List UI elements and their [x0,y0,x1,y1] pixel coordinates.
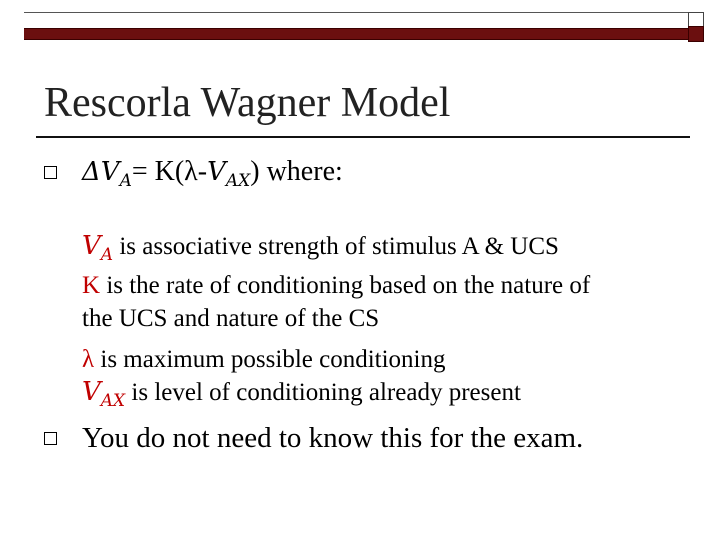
symbol-va: $V_A$ [82,231,114,265]
equation-lhs: $\Delta V_A$ [82,157,132,191]
definition-vax: $V_{AX}$ is level of conditioning already present [82,377,521,411]
definition-k-continued: the UCS and nature of the CS [82,305,380,332]
definition-va: $V_A$ is associative strength of stimulus A & UCS [82,231,559,265]
definition-k: K is the rate of conditioning based on the nature of [82,272,591,299]
symbol-k: K [82,272,101,299]
corner-square-spacer [688,26,696,34]
symbol-lambda: λ [82,346,95,373]
slide-title: Rescorla Wagner Model [44,80,451,126]
hollow-square-bullet-icon [44,166,57,179]
equation-line [82,154,343,199]
equation-rate: K(λ- [147,156,208,187]
hollow-square-bullet-icon [44,432,57,445]
equation-equals: = [131,156,148,187]
title-underline [36,136,690,138]
exam-note: You do not need to know this for the exam. [82,422,584,454]
symbol-vax: $V_{AX}$ [82,377,126,411]
title-bar-band [24,28,688,40]
equation-where: ) where: [250,156,343,187]
definition-lambda: λ is maximum possible conditioning [82,346,446,373]
equation-vax: $V_{AX}$ [207,157,251,191]
top-rule [24,12,688,13]
